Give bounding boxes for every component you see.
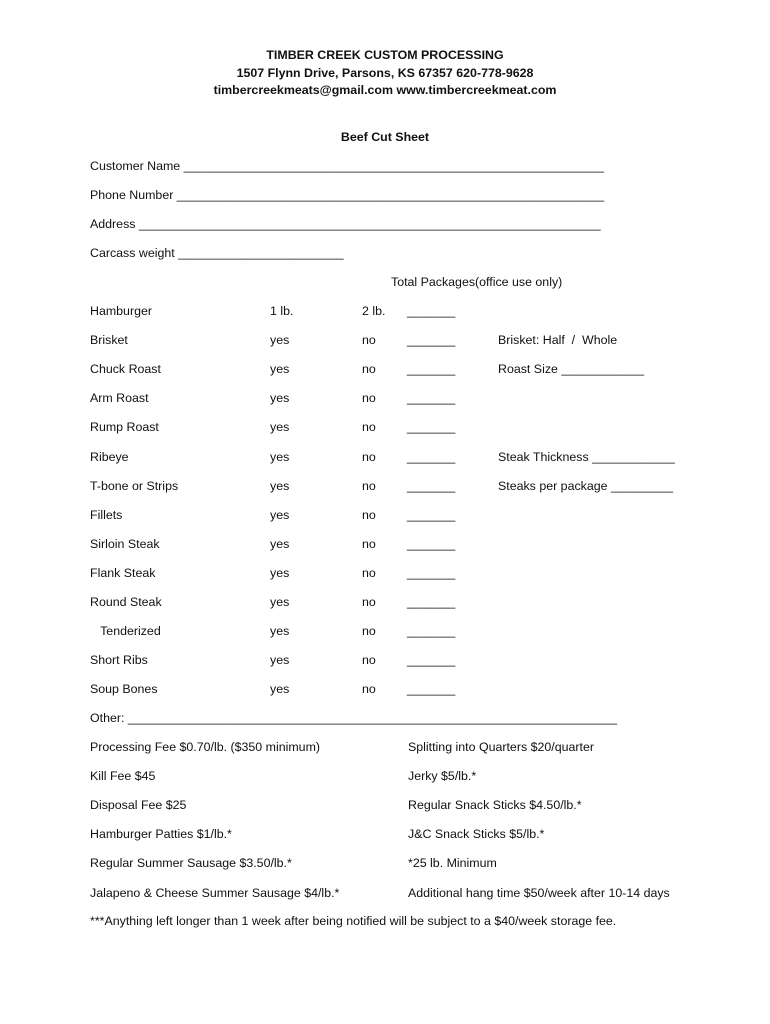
cut-row xyxy=(90,537,710,555)
cut-name: Fillets xyxy=(90,507,123,522)
address-field: Address ___________________________________________________________________ xyxy=(90,217,601,231)
fee-item-left: Regular Summer Sausage $3.50/lb.* xyxy=(90,856,292,871)
cut-note: Steak Thickness ____________ xyxy=(498,449,675,464)
option-a: yes xyxy=(270,507,290,522)
option-a: yes xyxy=(270,478,290,493)
cut-note: Steaks per package _________ xyxy=(498,478,673,493)
cut-name: Ribeye xyxy=(90,449,129,464)
option-a: yes xyxy=(270,595,290,609)
cut-note: Roast Size ____________ xyxy=(498,362,645,377)
cut-row xyxy=(90,682,710,700)
cut-name: Tenderized xyxy=(90,624,161,639)
cut-row xyxy=(90,333,710,351)
package-count-blank: _______ xyxy=(407,624,456,639)
form-title: Beef Cut Sheet xyxy=(340,130,430,144)
package-count-blank: _______ xyxy=(407,391,456,406)
cut-row xyxy=(90,508,710,526)
option-a: yes xyxy=(270,420,290,435)
fee-item-left: Hamburger Patties $1/lb.* xyxy=(90,827,232,842)
fee-item-left: Disposal Fee $25 xyxy=(90,798,187,813)
option-a: yes xyxy=(270,653,290,668)
cut-name: T-bone or Strips xyxy=(90,478,179,493)
package-count-blank: _______ xyxy=(407,565,456,580)
company-name: TIMBER CREEK CUSTOM PROCESSING xyxy=(266,48,504,62)
package-count-blank: _______ xyxy=(407,507,456,522)
cut-name: Sirloin Steak xyxy=(90,536,160,551)
fee-item-left: Jalapeno & Cheese Summer Sausage $4/lb.* xyxy=(90,885,340,900)
cut-row xyxy=(90,450,710,468)
fee-item-right: *25 lb. Minimum xyxy=(408,856,497,871)
cut-row xyxy=(90,595,710,613)
customer-name-field: Customer Name _____________________________________________________________ xyxy=(90,159,604,173)
option-b: no xyxy=(362,624,376,639)
package-count-blank: _______ xyxy=(407,304,456,318)
cut-name: Round Steak xyxy=(90,595,162,609)
cut-row xyxy=(90,479,710,497)
other-field: Other: _______________________________________________________________________ xyxy=(90,711,618,725)
package-count-blank: _______ xyxy=(407,449,456,464)
option-a: yes xyxy=(270,449,290,464)
fee-item-left: Kill Fee $45 xyxy=(90,769,156,784)
total-packages-label: Total Packages(office use only) xyxy=(391,275,563,289)
cut-name: Rump Roast xyxy=(90,420,159,435)
footer-note: ***Anything left longer than 1 week after being notified will be subject to a $40/week storage fee. xyxy=(90,914,617,928)
cut-row xyxy=(90,362,710,380)
company-contact: timbercreekmeats@gmail.com www.timbercreekmeat.com xyxy=(213,83,557,97)
cut-name: Short Ribs xyxy=(90,653,148,668)
option-b: no xyxy=(362,333,376,348)
cut-name: Brisket xyxy=(90,333,128,348)
option-b: no xyxy=(362,565,376,580)
cut-row xyxy=(90,566,710,584)
option-b: no xyxy=(362,682,376,697)
option-b: no xyxy=(362,391,376,406)
option-a: yes xyxy=(270,391,290,406)
package-count-blank: _______ xyxy=(407,653,456,668)
fee-item-left: Processing Fee $0.70/lb. ($350 minimum) xyxy=(90,740,321,754)
cut-name: Chuck Roast xyxy=(90,362,161,377)
package-count-blank: _______ xyxy=(407,595,456,609)
option-b: 2 lb. xyxy=(362,304,386,318)
package-count-blank: _______ xyxy=(407,536,456,551)
cut-name: Flank Steak xyxy=(90,565,156,580)
carcass-weight-field: Carcass weight ________________________ xyxy=(90,246,344,260)
package-count-blank: _______ xyxy=(407,478,456,493)
option-a: yes xyxy=(270,333,290,348)
fee-item-right: Jerky $5/lb.* xyxy=(408,769,477,784)
package-count-blank: _______ xyxy=(407,682,456,697)
fee-item-right: J&C Snack Sticks $5/lb.* xyxy=(408,827,545,842)
phone-number-field: Phone Number ______________________________________________________________ xyxy=(90,188,605,202)
option-b: no xyxy=(362,536,376,551)
fee-item-right: Additional hang time $50/week after 10-14 days xyxy=(408,885,670,900)
cut-row xyxy=(90,304,710,322)
option-b: no xyxy=(362,595,376,609)
option-a: 1 lb. xyxy=(270,304,294,318)
option-b: no xyxy=(362,653,376,668)
cut-note: Brisket: Half / Whole xyxy=(498,333,618,348)
package-count-blank: _______ xyxy=(407,420,456,435)
option-a: yes xyxy=(270,362,290,377)
option-b: no xyxy=(362,507,376,522)
fee-item-right: Splitting into Quarters $20/quarter xyxy=(408,740,594,754)
cut-name: Hamburger xyxy=(90,304,152,318)
option-b: no xyxy=(362,362,376,377)
option-b: no xyxy=(362,420,376,435)
option-a: yes xyxy=(270,682,290,697)
cut-row xyxy=(90,391,710,409)
option-a: yes xyxy=(270,536,290,551)
fee-item-right: Regular Snack Sticks $4.50/lb.* xyxy=(408,798,582,813)
option-a: yes xyxy=(270,624,290,639)
package-count-blank: _______ xyxy=(407,333,456,348)
cut-name: Arm Roast xyxy=(90,391,149,406)
option-b: no xyxy=(362,449,376,464)
option-b: no xyxy=(362,478,376,493)
cut-name: Soup Bones xyxy=(90,682,158,697)
option-a: yes xyxy=(270,565,290,580)
cut-row xyxy=(90,653,710,671)
cut-row xyxy=(90,624,710,642)
cut-row xyxy=(90,420,710,438)
company-address: 1507 Flynn Drive, Parsons, KS 67357 620-778-9628 xyxy=(236,66,534,80)
package-count-blank: _______ xyxy=(407,362,456,377)
